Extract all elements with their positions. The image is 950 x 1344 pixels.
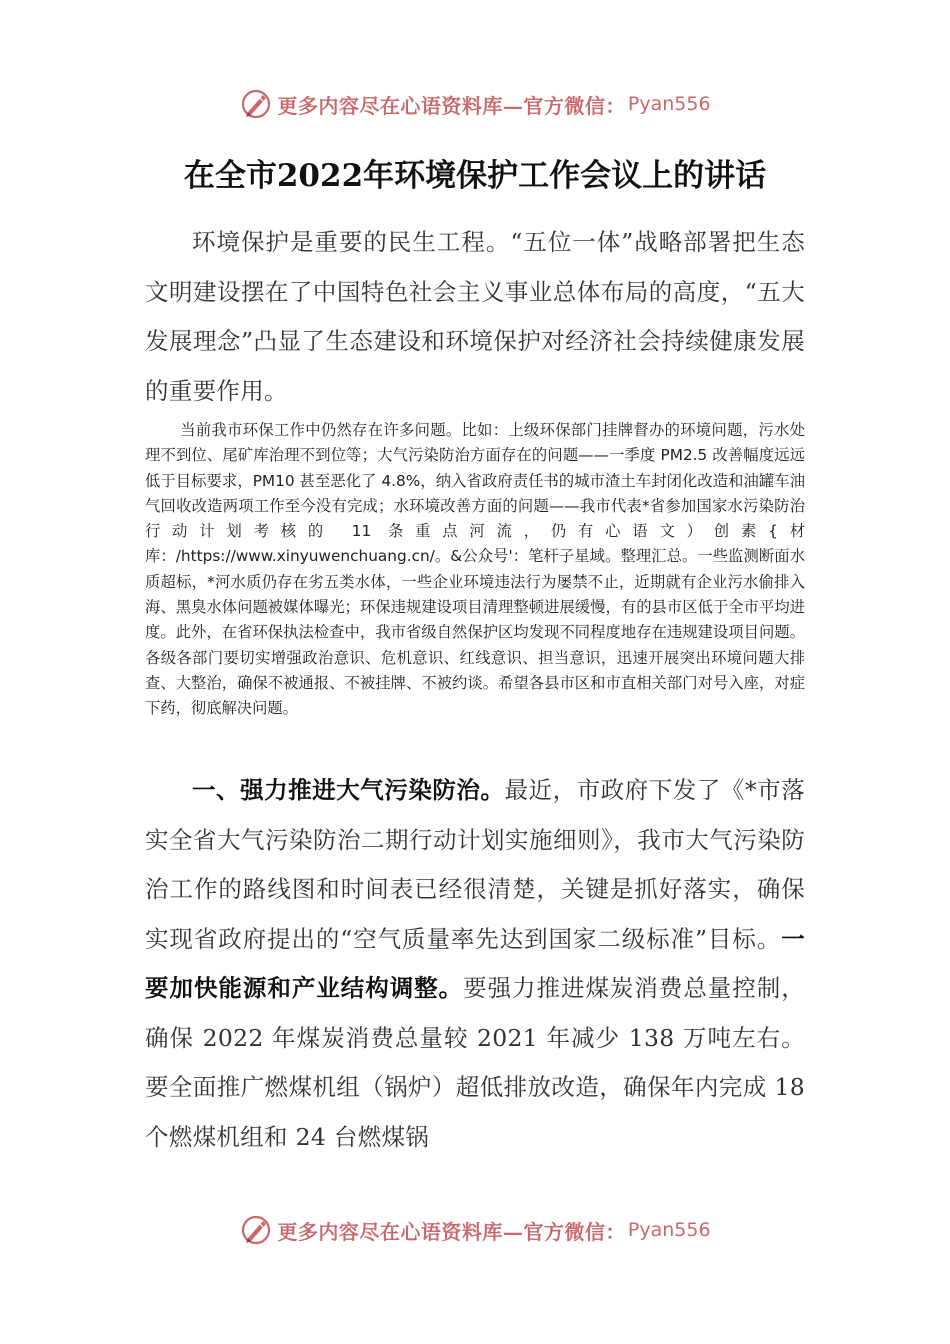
document-title: 在全市2022年环境保护工作会议上的讲话	[183, 158, 767, 194]
paragraph-intro: 环境保护是重要的民生工程。“五位一体”战略部署把生态文明建设摆在了中国特色社会主义事业总体布局的高度，“五大发展理念”凸显了生态建设和环境保护对经济社会持续健康发展的重要作用。	[145, 228, 805, 405]
watermark-text: 更多内容尽在心语资料库—官方微信：	[277, 93, 626, 118]
section-heading: 一、强力推进大气污染防治。	[192, 776, 505, 804]
section-text-b: 要强力推进煤炭消费总量控制，确保 2022 年煤炭消费总量较 2021 年减少 138 万吨左右。要全面推广燃煤机组（锅炉）超低排放改造，确保年内完成 18 个燃煤机组和 24 台燃煤锅	[145, 974, 806, 1151]
pen-logo-icon	[239, 87, 273, 121]
watermark-wechat-id: Pyan556	[627, 1219, 711, 1241]
footer-watermark	[0, 1210, 950, 1250]
paragraph-problems: 当前我市环保工作中仍然存在许多问题。比如：上级环保部门挂牌督办的环境问题，污水处理不到位、尾矿库治理不到位等；大气污染防治方面存在的问题——一季度 PM2.5 改善幅度远远低于目标要求，PM10 甚至恶化了 4.8%，纳入省政府责任书的城市渣土车封闭化改造和油罐车油气回收改造两项工作至今没有完成；水环境改善方面的问题——我市代表*省参加国家水污染防治行动计划考核的 11 条重点河流，仍有心语文）创素{材库：/https://www.xinyuwenchuang.cn/。&公众号'：笔杆子星域。整理汇总。一些监测断面水质超标，*河水质仍存在劣五类水体，一些企业环境违法行为屡禁不止，近期就有企业污水偷排入海、黑臭水体问题被媒体曝光；环保违规建设项目清理整顿进展缓慢，有的县市区低于全市平均进度。此外，在省环保执法检查中，我市省级自然保护区均发现不同程度地存在违规建设项目问题。各级各部门要切实增强政治意识、危机意识、红线意识、担当意识，迅速开展突出环境问题大排查、大整治，确保不被通报、不被挂牌、不被约谈。希望各县市区和市直相关部门对号入座，对症下药，彻底解决问题。	[145, 421, 805, 718]
section-subheading: 一要加快能源和产业结构调整。	[145, 924, 805, 1002]
header-watermark	[0, 84, 950, 124]
watermark-text: 更多内容尽在心语资料库—官方微信：	[277, 1219, 626, 1244]
watermark-wechat-id: Pyan556	[627, 93, 711, 115]
pen-logo-icon	[239, 1213, 273, 1247]
paragraph-air-pollution	[145, 766, 805, 1162]
section-text-a: 最近，市政府下发了《*市落实全省大气污染防治二期行动计划实施细则》，我市大气污染防治工作的路线图和时间表已经很清楚，关键是抓好落实，确保实现省政府提出的“空气质量率先达到国家二级标准”目标。	[145, 776, 805, 953]
